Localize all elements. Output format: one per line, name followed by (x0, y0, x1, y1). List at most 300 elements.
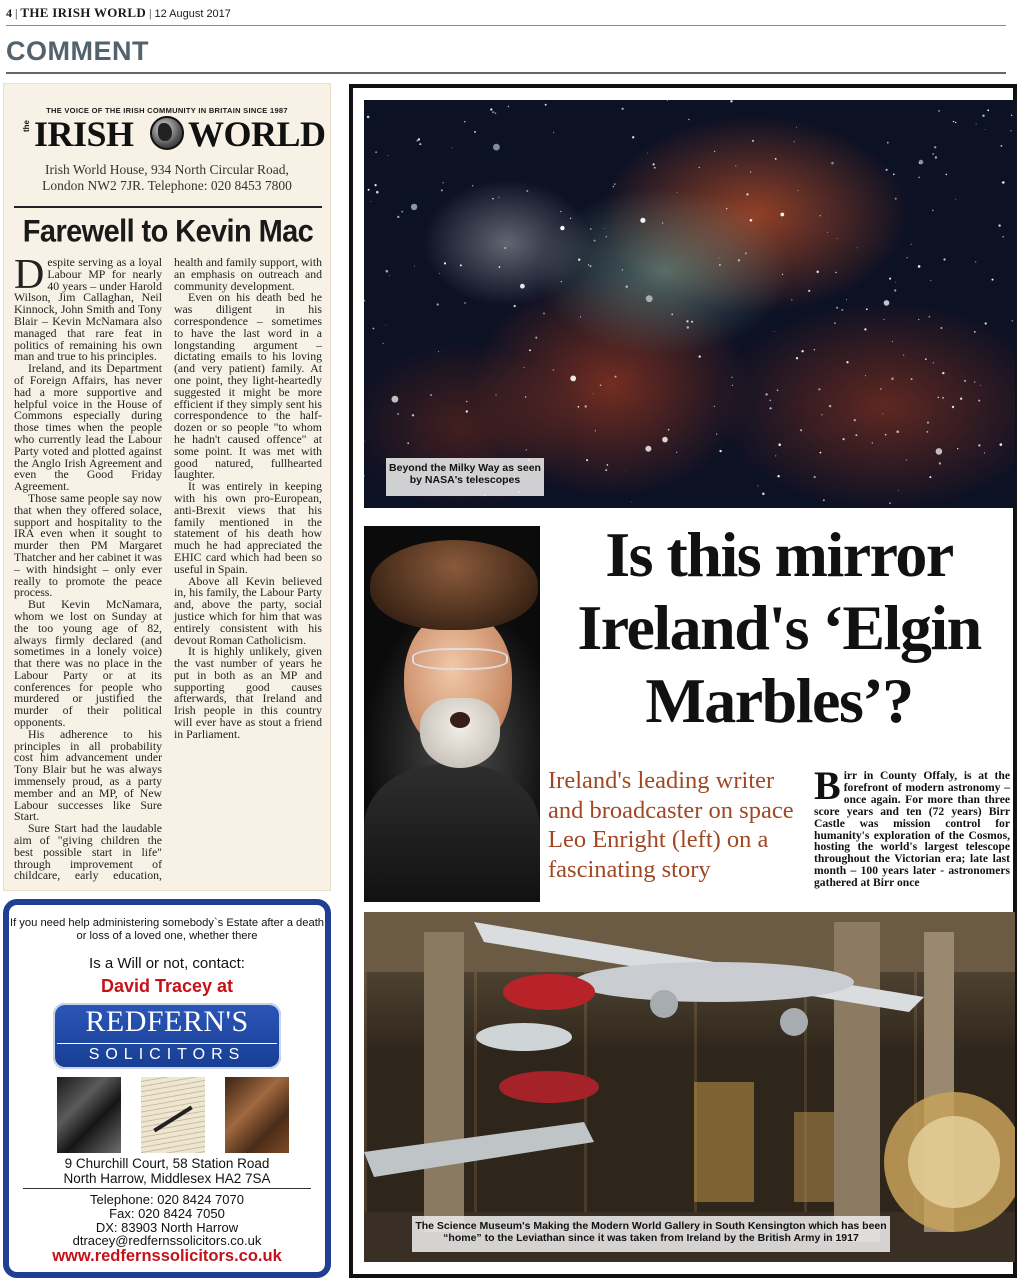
star (982, 115, 984, 117)
star (974, 331, 976, 333)
star (927, 431, 929, 433)
star (1000, 443, 1003, 446)
star (952, 406, 954, 408)
star (621, 108, 623, 110)
star (615, 376, 617, 378)
star (974, 381, 975, 382)
star (932, 153, 933, 154)
star (622, 269, 623, 270)
star (560, 211, 561, 212)
editorial-box (3, 83, 331, 891)
display-case (694, 1082, 754, 1202)
star (375, 184, 377, 186)
glasses-icon (412, 648, 508, 670)
star (1012, 320, 1014, 322)
star (466, 410, 468, 412)
star (946, 174, 948, 176)
star (821, 414, 822, 415)
star (543, 313, 545, 315)
star (545, 104, 547, 106)
portrait-jacket (364, 764, 540, 902)
star (504, 247, 506, 249)
star (980, 385, 981, 386)
masthead-prefix: the (22, 120, 31, 132)
editorial-paragraph: Even on his death bed he was diligent in his correspondence – sometimes to have the last word in a longstanding argument – dictating emails to his loving (and very patient) family. At one point, they light-heartedly suggested it might be more efficient if they simply sent his correspondence to the half-dozen or so people "to whom he hadn't caused offence" at some point. It was met with good natured, fullhearted laughter. (174, 290, 322, 482)
star (987, 109, 989, 111)
star (834, 322, 836, 324)
star (370, 201, 371, 202)
star (892, 341, 893, 342)
star (746, 193, 748, 195)
gallery-pillar (834, 922, 880, 1242)
star (714, 151, 715, 152)
star (889, 278, 891, 280)
star (430, 394, 432, 396)
editorial-paragraph: But Kevin McNamara, whom we lost on Sunday at the too young age of 82, always firmly declared (and sometimes in a lonely voice) that there was no place in the Labour Party or at its conferences for people who murdered or justified the murder of their political opponents. (14, 597, 162, 730)
feature-body: Birr in County Offaly, is at the forefront of modern astronomy – once again. For more than three score years and ten (72 years) Birr Castle was mission control for humanity's exploration of the Cosmos, hosting the world's largest telescope throughout the Victorian era; late last month – 100 years later - astronomers gathered at Birr once (814, 763, 1010, 890)
address-line: North Harrow, Middlesex HA2 7SA (63, 1170, 271, 1186)
star (718, 257, 719, 258)
editorial-paragraph: Sure Start had the laudable aim of "giving children the best possible start in life" through improvement of childcare, early education, health and family support, with an emphasis on outreach and community development. (14, 255, 322, 883)
editorial-paragraph: Above all Kevin believed in, his family, the Labour Party and, above the party, social justice which for him that was entirely consistent with his devout Roman Catholicism. (174, 573, 322, 647)
star (750, 171, 752, 173)
advert-email[interactable]: dtracey@redfernssolicitors.co.uk (72, 1233, 262, 1248)
star (938, 110, 940, 112)
star (595, 430, 596, 431)
star (935, 156, 937, 158)
star (808, 290, 810, 292)
star (992, 279, 994, 281)
star (775, 455, 776, 456)
star (918, 265, 921, 268)
star (647, 153, 648, 154)
star (570, 218, 571, 219)
star (529, 349, 531, 351)
aircraft-engine (650, 990, 678, 1018)
star (640, 218, 645, 223)
masthead-address (4, 162, 330, 194)
star (719, 264, 721, 266)
section-title: COMMENT (6, 34, 1006, 74)
star (780, 213, 784, 217)
editorial-paragraph: Ireland, and its Department of Foreign Affairs, has never had a more supportive and helpful voice in the House of Commons especially during those times when the people who currently lead the Labour Party voted and plotted against the Anglo Irish Agreement and even the Good Friday Agreement. (14, 361, 162, 494)
star (985, 129, 986, 130)
star (887, 142, 889, 144)
star (719, 450, 721, 452)
star (1002, 181, 1004, 183)
red-car-exhibit (503, 974, 595, 1010)
star (855, 434, 857, 436)
star (1010, 130, 1011, 131)
star (580, 316, 581, 317)
star (814, 349, 815, 350)
star (613, 186, 615, 188)
advert-website[interactable]: www.redfernssolicitors.co.uk (52, 1247, 282, 1265)
star (662, 222, 663, 223)
star (896, 430, 899, 433)
star (466, 401, 468, 403)
star (843, 438, 845, 440)
star (419, 143, 421, 145)
feature-standfirst: Ireland's leading writer and broadcaster on space Leo Enright (left) on a fascinating story (548, 767, 794, 883)
star (889, 502, 891, 504)
star (955, 122, 956, 123)
portrait-mouth (450, 712, 470, 728)
star (866, 308, 868, 310)
star (585, 405, 587, 407)
star (894, 289, 896, 291)
star (942, 397, 944, 399)
star (930, 280, 931, 281)
star (570, 376, 576, 382)
star (777, 475, 779, 477)
star (671, 314, 673, 316)
star (688, 119, 690, 121)
separator: | (15, 6, 21, 20)
star (837, 238, 838, 239)
star (654, 167, 656, 169)
star (820, 452, 822, 454)
gallery-scene (364, 912, 1015, 1262)
space-nebula-image (364, 100, 1015, 508)
star (929, 476, 931, 478)
hat-icon (370, 540, 538, 630)
star (716, 434, 717, 435)
star (514, 305, 516, 307)
aircraft-fuselage (574, 962, 854, 1002)
star (985, 322, 987, 324)
star (957, 448, 958, 449)
star (604, 228, 605, 229)
editorial-paragraph: Those same people say now that when they offered solace, support and hospitality to the IRA even when it sought to murder then PM Margaret Thatcher and her cabinet it was – with hindsight – only ever really to promote the peace process. (14, 490, 162, 600)
masthead-logo (22, 114, 326, 154)
star (796, 127, 797, 128)
star (797, 190, 798, 191)
issue-date: 12 August 2017 (154, 8, 231, 20)
star (526, 449, 527, 450)
star (932, 210, 934, 212)
star (872, 442, 873, 443)
star (762, 493, 765, 496)
star (653, 163, 655, 165)
star (474, 131, 476, 133)
star (492, 111, 494, 113)
star (383, 343, 384, 344)
star (373, 328, 375, 330)
star (865, 375, 866, 376)
star (820, 215, 821, 216)
star (738, 259, 740, 261)
gallery-pillar (424, 932, 464, 1232)
display-case (794, 1112, 834, 1202)
star (841, 309, 843, 311)
star (626, 286, 628, 288)
star (765, 393, 767, 395)
white-car-exhibit (476, 1023, 572, 1051)
leo-enright-portrait (364, 526, 540, 902)
star (443, 182, 444, 183)
star (438, 351, 439, 352)
firm-logo (53, 1003, 281, 1069)
star (600, 384, 602, 386)
star (757, 485, 758, 486)
star (364, 300, 365, 302)
star (918, 319, 919, 320)
star (677, 192, 678, 193)
star (687, 326, 690, 329)
star (891, 377, 894, 380)
star (831, 162, 834, 165)
advert-fax: Fax: 020 8424 7050 (109, 1206, 225, 1221)
star (520, 284, 525, 289)
star (691, 321, 693, 323)
advert-photo-gavel (57, 1077, 121, 1153)
editorial-body (14, 252, 322, 887)
star (590, 228, 592, 230)
star (745, 252, 747, 254)
advert-phone-block (9, 1193, 325, 1235)
star (586, 459, 588, 461)
star (626, 470, 627, 471)
address-line: London NW2 7JR. Telephone: 020 8453 7800 (42, 178, 292, 193)
star (452, 147, 453, 148)
star (499, 266, 501, 268)
address-line: Irish World House, 934 North Circular Road, (45, 162, 289, 177)
star (942, 372, 944, 374)
star (975, 261, 976, 262)
star (782, 274, 783, 275)
star (918, 177, 920, 179)
star (490, 108, 492, 110)
star (731, 377, 732, 378)
star (614, 183, 616, 185)
star (960, 398, 962, 400)
star (397, 413, 399, 415)
page-number: 4 (6, 6, 12, 20)
star (578, 259, 580, 261)
star (955, 199, 956, 200)
star (818, 388, 820, 390)
star (553, 369, 555, 371)
feature-headline: Is this mirror Ireland's ‘Elgin Marbles’? (577, 519, 981, 736)
separator: | (149, 6, 155, 20)
star (401, 211, 403, 213)
editorial-paragraph: It was entirely in keeping with his own pro-European, anti-Brexit views that his family mentioned in the statement of his death how much he had appreciated the EHIC card which had been so useful in Spain. (174, 479, 322, 576)
star (376, 191, 379, 194)
star (816, 271, 819, 274)
star (606, 236, 607, 237)
star-field (364, 100, 1015, 508)
star (735, 165, 736, 166)
star (1011, 115, 1012, 116)
star (386, 325, 387, 326)
divider (23, 1188, 311, 1189)
star (778, 443, 781, 446)
star (437, 303, 439, 305)
masthead-word-irish: IRISH (34, 114, 134, 154)
star (927, 421, 929, 423)
star (375, 151, 377, 153)
star (936, 448, 943, 455)
star (525, 396, 527, 398)
star (884, 319, 885, 320)
star (893, 174, 895, 176)
star (535, 337, 537, 339)
star (884, 300, 890, 306)
bottom-image-caption: The Science Museum's Making the Modern World Gallery in South Kensington which has been “home” to the Leviathan since it was taken from Ireland by the British Army in 1917 (412, 1216, 890, 1252)
advert-address (9, 1157, 325, 1186)
star (578, 406, 580, 408)
aircraft-engine (780, 1008, 808, 1036)
star (676, 452, 677, 453)
star (367, 116, 370, 119)
science-museum-gallery-image (364, 912, 1015, 1262)
red-car-exhibit (499, 1071, 599, 1103)
star (919, 163, 920, 164)
star (939, 462, 941, 464)
star (561, 281, 562, 282)
star (911, 244, 912, 245)
star (418, 138, 420, 140)
star (898, 490, 899, 491)
star (823, 499, 825, 501)
star (464, 121, 465, 122)
star (814, 476, 816, 478)
star (646, 295, 653, 302)
star (940, 327, 942, 329)
star (392, 396, 399, 403)
star (441, 189, 443, 191)
star (925, 358, 927, 360)
star (411, 204, 417, 210)
publication-name: THE IRISH WORLD (20, 5, 147, 20)
star (699, 167, 700, 168)
star (854, 419, 856, 421)
star (439, 273, 440, 274)
star (397, 216, 399, 218)
star (775, 158, 777, 160)
solicitor-advert (3, 899, 331, 1278)
star (472, 185, 473, 186)
star (829, 405, 831, 407)
star (493, 144, 500, 151)
star (770, 407, 772, 409)
star (895, 282, 896, 283)
star (524, 367, 525, 368)
masthead-tagline: THE VOICE OF THE IRISH COMMUNITY IN BRITAIN SINCE 1987 (46, 106, 288, 115)
star (906, 257, 907, 258)
advert-photo-document (141, 1077, 205, 1153)
star (1002, 236, 1004, 238)
editorial-paragraph: Despite serving as a loyal Labour MP for nearly 40 years – under Harold Wilson, Jim Callaghan, Neil Kinnock, John Smith and Tony Blair – Kevin McNamara also managed that rare feat in politics of remaining his own man and true to his principles. (14, 252, 162, 364)
star (800, 429, 802, 431)
star (827, 232, 828, 233)
star (777, 390, 779, 392)
star (492, 198, 494, 200)
star (938, 397, 939, 398)
star (998, 224, 1000, 226)
advert-intro: If you need help administering somebody`s Estate after a death or loss of a loved one, whether there (9, 917, 325, 942)
star (686, 320, 688, 322)
star (978, 444, 980, 446)
star (460, 264, 462, 266)
star (882, 413, 883, 414)
star (388, 155, 389, 156)
star (796, 357, 798, 359)
star (911, 378, 913, 380)
star (365, 441, 366, 442)
star (444, 262, 446, 264)
editorial-headline: Farewell to Kevin Mac (22, 214, 314, 250)
advert-telephone: Telephone: 020 8424 7070 (90, 1192, 244, 1207)
star (412, 414, 414, 416)
star (750, 219, 753, 222)
star (508, 106, 510, 108)
star (498, 197, 499, 198)
address-line: 9 Churchill Court, 58 Station Road (64, 1156, 270, 1171)
top-image-caption: Beyond the Milky Way as seen by NASA's telescopes (386, 458, 544, 496)
star (560, 226, 564, 230)
globe-icon (150, 116, 184, 150)
star (943, 258, 945, 260)
star (668, 429, 670, 431)
star (857, 248, 858, 249)
star (594, 240, 596, 242)
star (495, 112, 497, 114)
star (928, 316, 930, 318)
star (368, 189, 370, 191)
star (846, 299, 847, 300)
star (730, 100, 732, 102)
star (1001, 145, 1003, 147)
star (886, 169, 888, 171)
star (593, 394, 594, 395)
star (389, 275, 390, 276)
star (846, 361, 848, 363)
star (769, 400, 771, 402)
advert-contact-name: David Tracey at (100, 976, 234, 996)
star (976, 124, 977, 125)
firm-type: SOLICITORS (57, 1043, 277, 1064)
star (495, 394, 496, 395)
star (588, 264, 589, 265)
star (864, 328, 866, 330)
star (794, 141, 795, 142)
star (933, 362, 934, 363)
editorial-paragraph: His adherence to his principles in all probability cost him advancement under Tony Blair but he was always immensely proud, as a party member and an MP, of New Labour successes like Sure Start. (14, 726, 162, 824)
firm-name: REDFERN'S (85, 1005, 249, 1038)
lens-highlight (908, 1116, 1000, 1208)
star (662, 437, 668, 443)
star (414, 266, 415, 267)
advert-dx: DX: 83903 North Harrow (95, 1220, 239, 1235)
star (774, 331, 775, 332)
star (699, 355, 701, 357)
star (836, 307, 838, 309)
star (885, 434, 887, 436)
editorial-paragraph: It is highly unlikely, given the vast number of years he put in both as an MP and supporting good causes afterwards, that Ireland and Irish people in this country will ever have as stout a friend in Parliament. (174, 644, 322, 741)
advert-photo-handshake (225, 1077, 289, 1153)
star (801, 350, 803, 352)
star (714, 406, 715, 407)
star (978, 400, 980, 402)
star (605, 469, 607, 471)
star (645, 446, 651, 452)
star (984, 452, 985, 453)
star (880, 388, 882, 390)
masthead-word-world: WORLD (188, 114, 326, 154)
star (553, 132, 554, 133)
